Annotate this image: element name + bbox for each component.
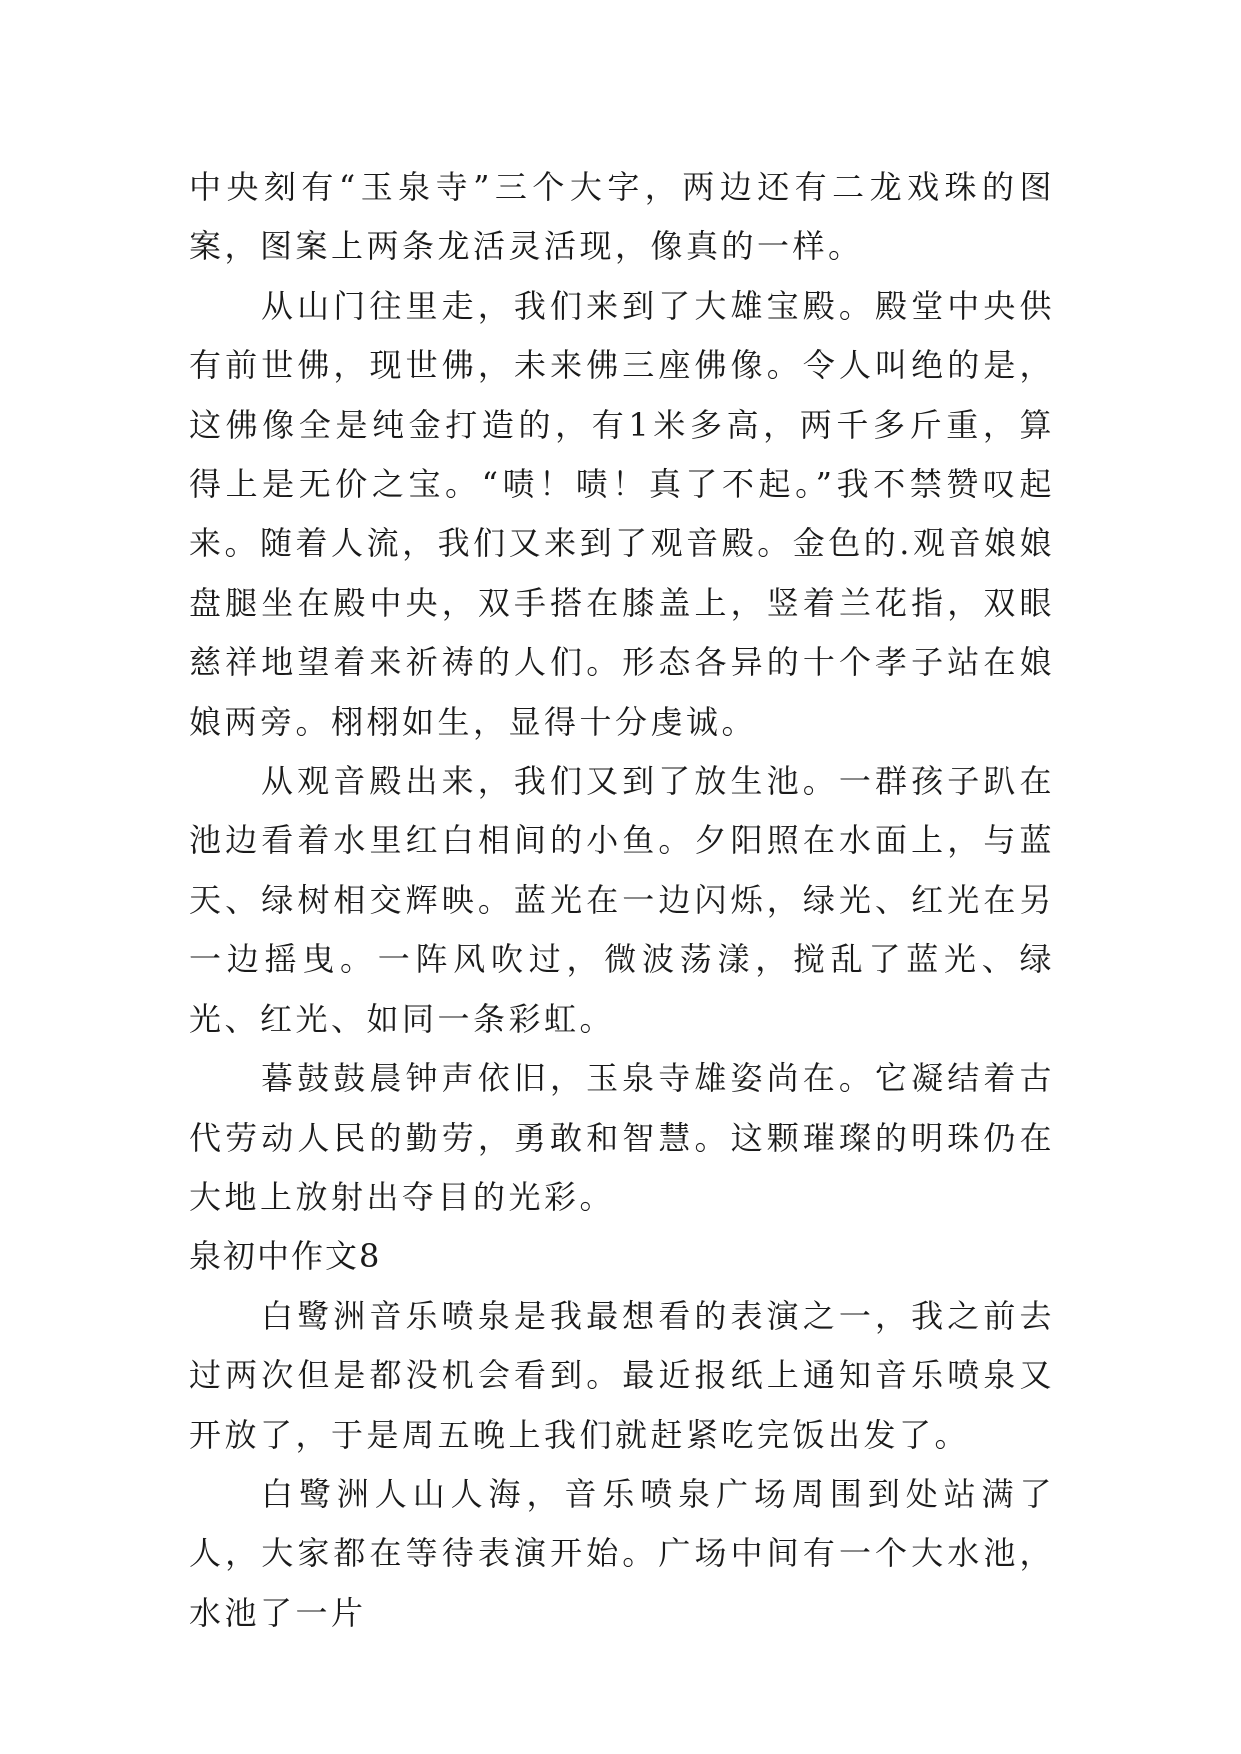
paragraph-release-pond: 从观音殿出来，我们又到了放生池。一群孩子趴在池边看着水里红白相间的小鱼。夕阳照在水面上，与蓝天、绿树相交辉映。蓝光在一边闪烁，绿光、红光在另一边摇曳。一阵风吹过，微波荡漾，搅乱了蓝光、绿光、红光、如同一条彩虹。	[189, 762, 1055, 1038]
paragraph-fountain-intro: 白鹭洲音乐喷泉是我最想看的表演之一，我之前去过两次但是都没机会看到。最近报纸上通知音乐喷泉又开放了，于是周五晚上我们就赶紧吃完饭出发了。	[189, 1296, 1055, 1454]
paragraph-conclusion: 暮鼓鼓晨钟声依旧，玉泉寺雄姿尚在。它凝结着古代劳动人民的勤劳，勇敢和智慧。这颗璀璨的明珠仍在大地上放射出夺目的光彩。	[189, 1059, 1055, 1216]
paragraph-fountain-crowd: 白鹭洲人山人海，音乐喷泉广场周围到处站满了人，大家都在等待表演开始。广场中间有一个大水池，水池了一片	[189, 1474, 1055, 1632]
paragraph-continuation: 中央刻有“玉泉寺”三个大字，两边还有二龙戏珠的图案，图案上两条龙活灵活现，像真的一样。	[189, 168, 1055, 266]
essay-heading: 泉初中作文8	[189, 1237, 382, 1276]
document-body	[189, 158, 1055, 1643]
paragraph-temple-halls: 从山门往里走，我们来到了大雄宝殿。殿堂中央供有前世佛，现世佛，未来佛三座佛像。令人叫绝的是，这佛像全是纯金打造的，有1米多高，两千多斤重，算得上是无价之宝。“啧！啧！真了不起。”我不禁赞叹起来。随着人流，我们又来到了观音殿。金色的.观音娘娘盘腿坐在殿中央，双手搭在膝盖上，竖着兰花指，双眼慈祥地望着来祈祷的人们。形态各异的十个孝子站在娘娘两旁。栩栩如生，显得十分虔诚。	[189, 286, 1055, 741]
